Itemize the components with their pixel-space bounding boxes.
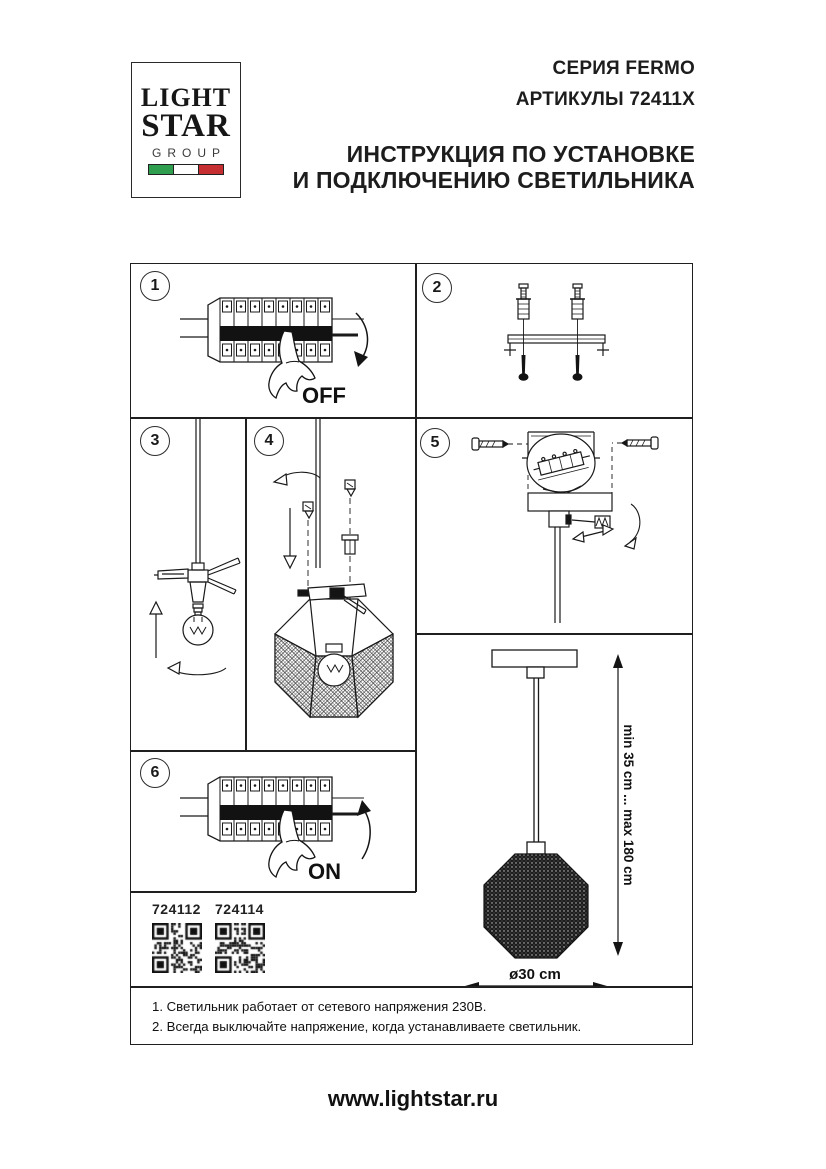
socket-arms-icon xyxy=(154,558,240,602)
light-bulb-icon xyxy=(183,604,213,645)
divider-panel6-bottom xyxy=(130,891,416,893)
qr-item xyxy=(215,901,265,978)
screw-icon xyxy=(303,502,313,588)
italian-flag-icon xyxy=(148,164,224,175)
down-arrow-icon xyxy=(284,508,296,568)
website-url: www.lightstar.ru xyxy=(327,1086,499,1111)
article-code-724112: 724112 xyxy=(152,901,201,917)
logo-word-light: LIGHT xyxy=(140,83,232,112)
flag-white xyxy=(174,165,199,174)
panel5-canopy-mount-illustration xyxy=(415,418,693,633)
qr-item xyxy=(152,901,202,978)
step-number-3: 3 xyxy=(140,426,170,456)
series-title: СЕРИЯ FERMO xyxy=(552,58,695,79)
flag-green xyxy=(149,165,174,174)
step-number-6: 6 xyxy=(140,758,170,788)
rotate-arrow-icon xyxy=(168,662,226,675)
qr-block xyxy=(152,901,265,978)
wall-anchor-icon xyxy=(516,284,531,319)
canopy-icon xyxy=(528,493,612,511)
instruction-title-line1: ИНСТРУКЦИЯ ПО УСТАНОВКЕ xyxy=(346,141,695,167)
step-number-5: 5 xyxy=(420,428,450,458)
detail-balloon-icon xyxy=(527,434,595,493)
instruction-title-line2: И ПОДКЛЮЧЕНИЮ СВЕТИЛЬНИКА xyxy=(292,167,695,193)
article-code-724114: 724114 xyxy=(215,901,264,917)
screw-icon xyxy=(472,438,508,450)
grub-screw-icon xyxy=(566,515,571,524)
note-line-2: 2. Всегда выключайте напряжение, когда устанавливаете светильник. xyxy=(152,1019,582,1034)
ceiling-bracket-icon xyxy=(504,335,609,356)
on-arrow-icon xyxy=(362,810,370,859)
safety-notes xyxy=(152,997,581,1037)
lightstar-logo xyxy=(131,62,241,198)
diameter-label: ø30 cm xyxy=(509,966,561,983)
panel1-breaker-off-illustration xyxy=(130,263,415,417)
instruction-title xyxy=(293,141,695,193)
screw-icon xyxy=(573,355,583,381)
panel4-shade-assembly-illustration xyxy=(246,418,415,750)
slide-arrow-icon xyxy=(573,525,613,542)
step-number-2: 2 xyxy=(422,273,452,303)
off-label: OFF xyxy=(302,383,346,408)
wall-anchor-icon xyxy=(570,284,585,319)
on-label: ON xyxy=(308,859,341,884)
screw-icon xyxy=(519,355,529,381)
screw-icon xyxy=(622,437,658,449)
up-arrow-icon xyxy=(150,602,162,658)
rotate-arrow-icon xyxy=(625,504,640,549)
rotate-arrow-icon xyxy=(274,472,320,485)
header-text xyxy=(293,58,695,193)
pendant-dimensions-illustration xyxy=(415,634,693,986)
panel6-breaker-on-illustration xyxy=(130,752,415,891)
step-number-4: 4 xyxy=(254,426,284,456)
flag-red xyxy=(199,165,223,174)
divider-notes-top xyxy=(130,986,693,988)
qr-code-724114 xyxy=(215,923,265,973)
panel3-bulb-install-illustration xyxy=(130,418,245,750)
logo-word-star: STAR xyxy=(141,108,231,144)
step-number-1: 1 xyxy=(140,271,170,301)
articles-title: АРТИКУЛЫ 72411X xyxy=(515,89,695,110)
ceiling-plate-icon xyxy=(492,650,577,667)
height-dimension-label: min 35 cm ... max 180 cm xyxy=(621,724,636,886)
panel2-mounting-kit-illustration xyxy=(415,263,693,417)
qr-code-724112 xyxy=(152,923,202,973)
pendant-shade-icon xyxy=(484,854,588,958)
logo-word-group: GROUP xyxy=(151,146,226,160)
note-line-1: 1. Светильник работает от сетевого напряжения 230В. xyxy=(152,999,487,1014)
